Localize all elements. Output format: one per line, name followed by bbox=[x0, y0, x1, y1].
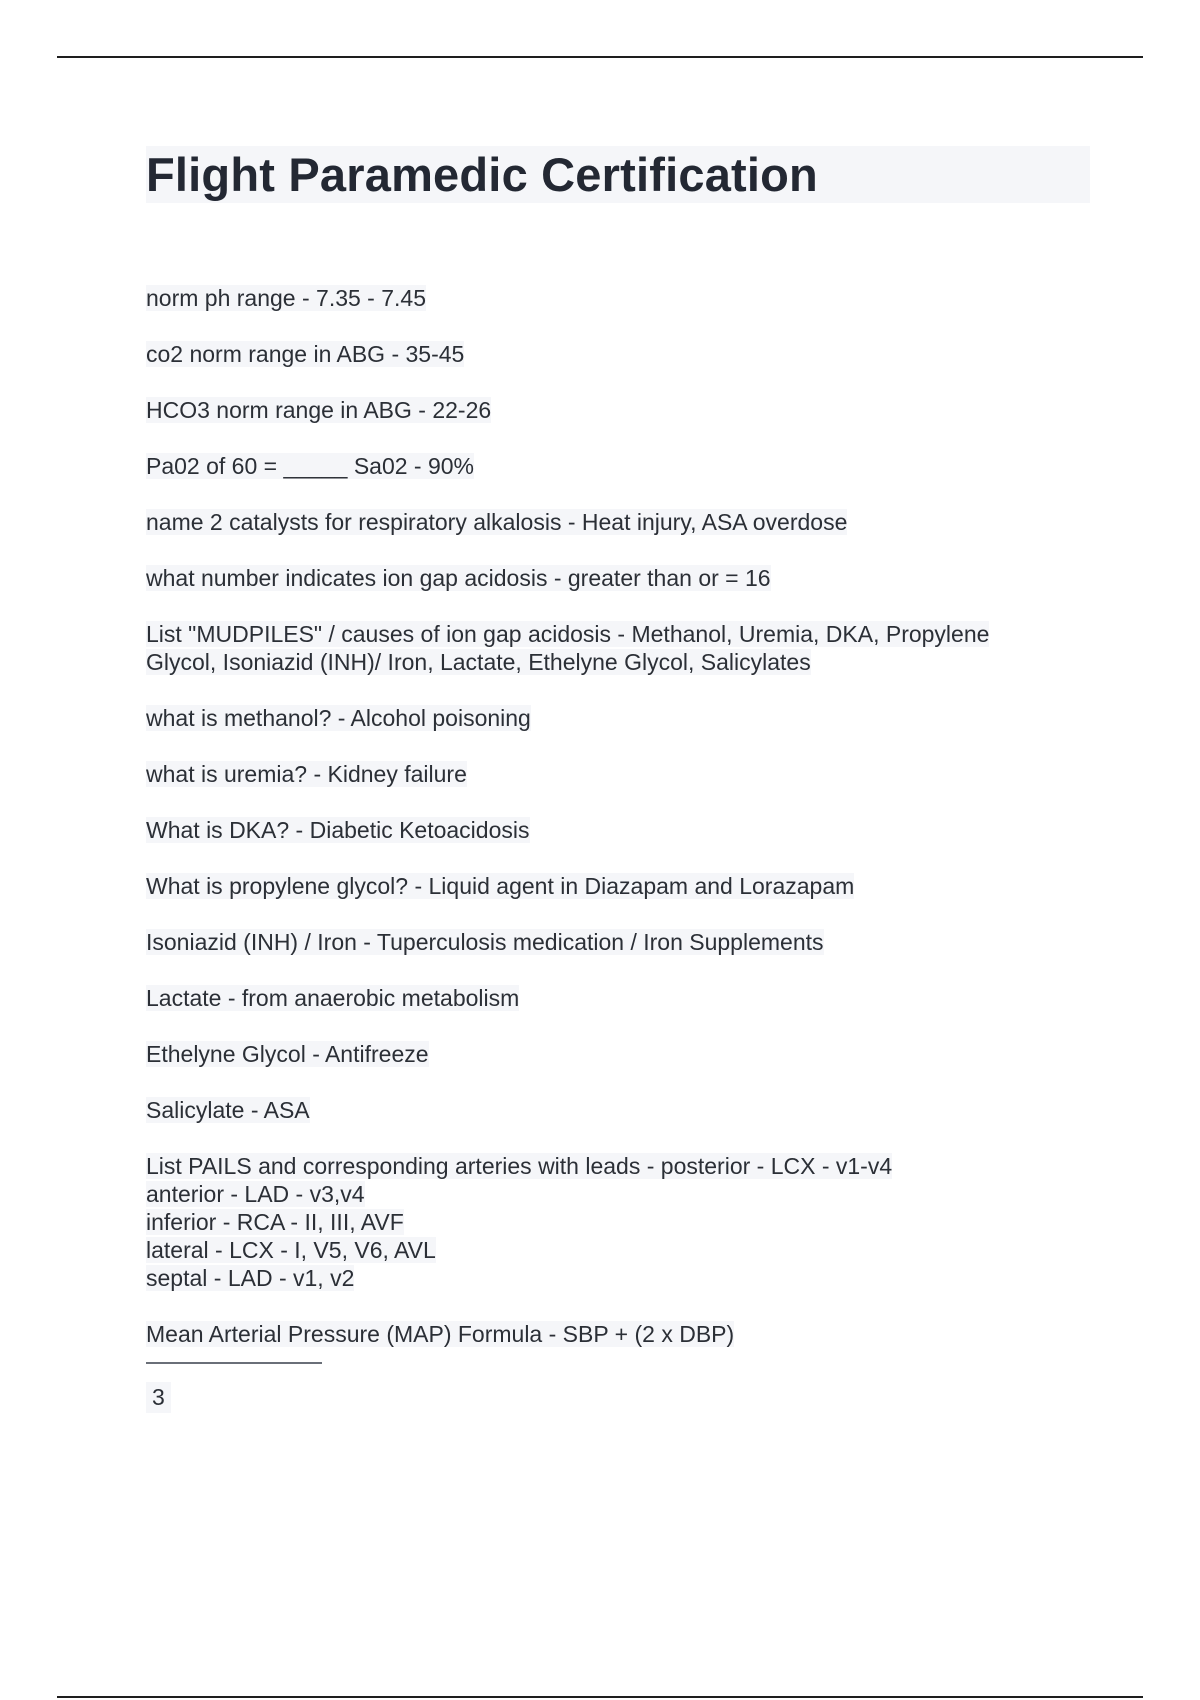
document-title: Flight Paramedic Certification bbox=[146, 148, 818, 201]
flashcard-list bbox=[146, 284, 1090, 1413]
flashcard-text: septal - LAD - v1, v2 bbox=[146, 1265, 355, 1291]
flashcard-text: Isoniazid (INH) / Iron - Tuperculosis medication / Iron Supplements bbox=[146, 929, 824, 955]
flashcard-text: What is DKA? - Diabetic Ketoacidosis bbox=[146, 817, 530, 843]
flashcard-text: what number indicates ion gap acidosis - greater than or = 16 bbox=[146, 565, 771, 591]
flashcard-text: Salicylate - ASA bbox=[146, 1097, 310, 1123]
title-band bbox=[146, 146, 1090, 203]
flashcard bbox=[146, 396, 1090, 424]
flashcard-text: List PAILS and corresponding arteries with leads - posterior - LCX - v1-v4 bbox=[146, 1153, 893, 1179]
document-body bbox=[146, 146, 1090, 1413]
flashcard-text: anterior - LAD - v3,v4 bbox=[146, 1181, 365, 1207]
flashcard-text: Pa02 of 60 = _____ Sa02 - 90% bbox=[146, 453, 475, 479]
fraction-underline bbox=[146, 1348, 322, 1368]
flashcard bbox=[146, 984, 1090, 1012]
flashcard-text: Lactate - from anaerobic metabolism bbox=[146, 985, 520, 1011]
flashcard bbox=[146, 1040, 1090, 1068]
flashcard-text: inferior - RCA - II, III, AVF bbox=[146, 1209, 404, 1235]
flashcard-text: List "MUDPILES" / causes of ion gap acidosis - Methanol, Uremia, DKA, Propylene bbox=[146, 621, 990, 647]
flashcard bbox=[146, 340, 1090, 368]
flashcard-text: Glycol, Isoniazid (INH)/ Iron, Lactate, Ethelyne Glycol, Salicylates bbox=[146, 649, 811, 675]
flashcard bbox=[146, 508, 1090, 536]
flashcard-text: lateral - LCX - I, V5, V6, AVL bbox=[146, 1237, 436, 1263]
flashcard-text: Mean Arterial Pressure (MAP) Formula - SBP + (2 x DBP) bbox=[146, 1321, 735, 1347]
page-number: 3 bbox=[146, 1382, 171, 1413]
flashcard bbox=[146, 284, 1090, 312]
flashcard-text: co2 norm range in ABG - 35-45 bbox=[146, 341, 465, 367]
flashcard-text: HCO3 norm range in ABG - 22-26 bbox=[146, 397, 492, 423]
flashcard bbox=[146, 1152, 1090, 1292]
flashcard bbox=[146, 704, 1090, 732]
flashcard bbox=[146, 872, 1090, 900]
flashcard bbox=[146, 816, 1090, 844]
flashcard-text: norm ph range - 7.35 - 7.45 bbox=[146, 285, 426, 311]
flashcard-text: what is methanol? - Alcohol poisoning bbox=[146, 705, 531, 731]
top-rule bbox=[57, 56, 1143, 58]
flashcard bbox=[146, 1320, 1090, 1368]
flashcard bbox=[146, 452, 1090, 480]
flashcard bbox=[146, 1096, 1090, 1124]
flashcard bbox=[146, 760, 1090, 788]
bottom-rule bbox=[57, 1696, 1143, 1698]
flashcard bbox=[146, 620, 1090, 676]
flashcard-text: name 2 catalysts for respiratory alkalosis - Heat injury, ASA overdose bbox=[146, 509, 848, 535]
flashcard bbox=[146, 928, 1090, 956]
flashcard-text: what is uremia? - Kidney failure bbox=[146, 761, 467, 787]
flashcard bbox=[146, 564, 1090, 592]
flashcard-text: What is propylene glycol? - Liquid agent in Diazapam and Lorazapam bbox=[146, 873, 855, 899]
flashcard-text: Ethelyne Glycol - Antifreeze bbox=[146, 1041, 429, 1067]
